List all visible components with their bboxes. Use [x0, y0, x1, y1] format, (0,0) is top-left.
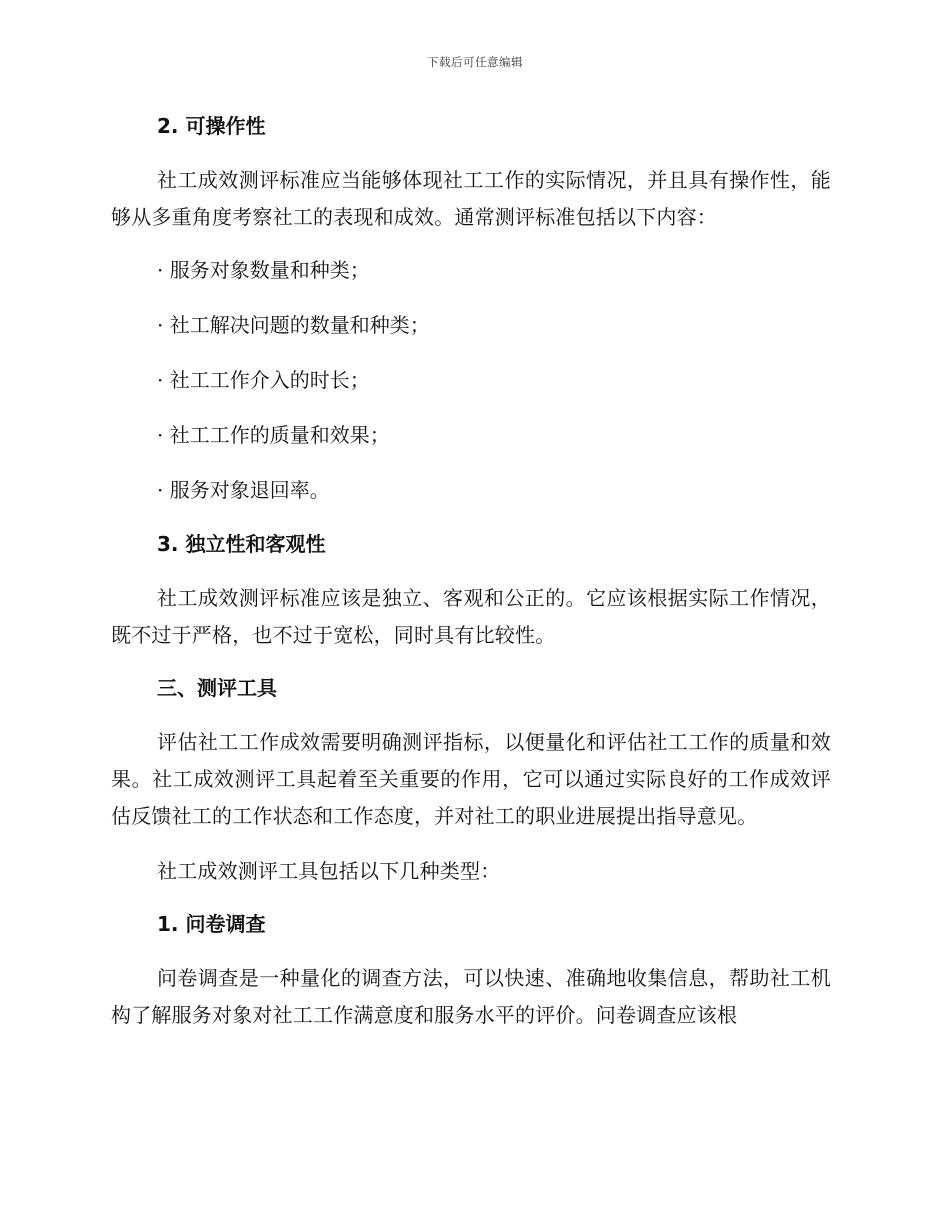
- list-item: · 社工解决问题的数量和种类；: [157, 313, 430, 337]
- paragraph-questionnaire: 问卷调查是一种量化的调查方法，可以快速、准确地收集信息，帮助社工机构了解服务对象对社工工作满意度和服务水平的评价。问卷调查应该根: [111, 966, 831, 1027]
- document-body: [111, 110, 831, 1034]
- chapter-heading-tools: 三、测评工具: [157, 676, 277, 700]
- list-item: · 社工工作的质量和效果；: [157, 423, 390, 447]
- page-header: 下载后可任意编辑: [427, 55, 523, 69]
- list-item: · 社工工作介入的时长；: [157, 368, 370, 392]
- paragraph-tools-intro: 评估社工工作成效需要明确测评指标，以便量化和评估社工工作的质量和效果。社工成效测评工具起着至关重要的作用，它可以通过实际良好的工作成效评估反馈社工的工作状态和工作态度，并对社工的职业进展提出指导意见。: [111, 730, 831, 828]
- list-item: · 服务对象退回率。: [157, 478, 330, 502]
- paragraph-tools-types: 社工成效测评工具包括以下几种类型：: [157, 859, 501, 883]
- section-heading-independence: 3. 独立性和客观性: [157, 532, 326, 556]
- list-item: · 服务对象数量和种类；: [157, 258, 370, 282]
- paragraph-operability: 社工成效测评标准应当能够体现社工工作的实际情况，并且具有操作性，能够从多重角度考察社工的表现和成效。通常测评标准包括以下内容：: [111, 168, 831, 229]
- section-heading-questionnaire: 1. 问卷调查: [157, 912, 266, 936]
- section-heading-operability: 2. 可操作性: [157, 114, 266, 138]
- paragraph-independence: 社工成效测评标准应该是独立、客观和公正的。它应该根据实际工作情况，既不过于严格，也不过于宽松，同时具有比较性。: [111, 586, 831, 647]
